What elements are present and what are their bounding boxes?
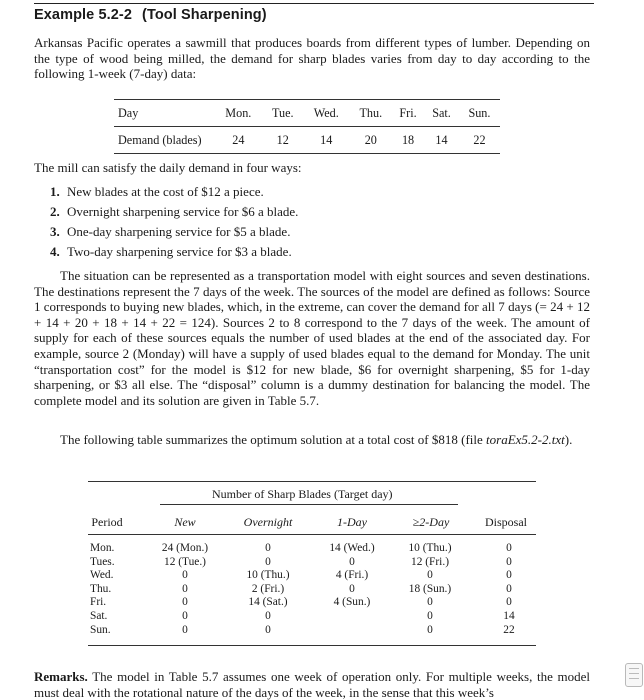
remarks-text: The model in Table 5.7 assumes one week of operation only. For multiple weeks, the model must deal with the rotational nature of the days of the week, in the sense that this week’s (34, 669, 591, 700)
remarks-label: Remarks. (34, 669, 88, 684)
period-cell: Thu. (90, 582, 112, 595)
solution-title-rule (160, 504, 458, 505)
demand-table (114, 99, 500, 154)
period-cell: Sun. (90, 623, 111, 636)
demand-value-cell: 22 (459, 127, 500, 154)
column-disposal (484, 542, 534, 637)
summary-paragraph (34, 432, 590, 448)
header-overnight: Overnight (243, 515, 293, 529)
one-day-cell (316, 624, 388, 638)
period-cell: Sat. (90, 609, 108, 622)
period-cell: Fri. (90, 596, 107, 609)
two-day-cell: 0 (427, 609, 433, 622)
demand-value-row (114, 127, 500, 154)
column-overnight (232, 542, 304, 637)
summary-file: toraEx5.2-2.txt (486, 432, 565, 447)
overnight-cell: 0 (265, 623, 271, 636)
demand-header-cell: Sun. (459, 100, 500, 127)
overnight-cell: 10 (Thu.) (246, 569, 290, 582)
overnight-cell: 2 (Fri.) (251, 582, 285, 595)
new-cell: 0 (182, 569, 188, 582)
list-number: 1. (50, 184, 60, 199)
list-item (50, 222, 298, 242)
example-name: (Tool Sharpening) (142, 7, 267, 23)
new-cell: 12 (Tue.) (164, 555, 206, 568)
period-cell: Wed. (90, 569, 114, 582)
summary-end: ). (564, 432, 573, 447)
demand-header-cell: Mon. (214, 100, 263, 127)
new-cell: 0 (182, 609, 188, 622)
disposal-cell: 0 (506, 596, 512, 609)
list-number: 4. (50, 244, 60, 259)
ways-list (50, 182, 298, 262)
list-number: 3. (50, 224, 60, 239)
header-new: New (174, 515, 196, 529)
demand-value-cell: 20 (350, 127, 392, 154)
two-day-cell: 12 (Fri.) (411, 555, 449, 568)
two-day-cell: 0 (427, 596, 433, 609)
example-heading (34, 7, 267, 23)
overnight-cell: 0 (265, 542, 271, 554)
body-paragraph: The situation can be represented as a transportation model with eight sources and seven destinations. The destinations represent the 7 days of the week. The sources of the model are defined as follows: Source 1 corresponds to buying new blades, which, in the extreme, can cover the demand for all 7 days (= 24 + 12 + 14 + 20 + 18 + 14 + 22 = 124). Sources 2 to 8 correspond to the 7 days of the week. The amount of supply for each of these sources equals the number of used blades at the end of the associated day. For example, source 2 (Monday) will have a supply of used blades equal to the demand for Monday. The unit “transportation cost” for the model is $12 for new blade, $6 for overnight sharpening, $5 for 1-day sharpening, or $3 all else. The “disposal” column is a dummy destination for balancing the model. The complete model and its solution are given in Table 5.7. (34, 268, 590, 408)
list-text: Two-day sharpening service for $3 a blade. (67, 244, 292, 259)
one-day-cell: 0 (349, 555, 355, 568)
period-cell: Mon. (90, 542, 115, 554)
overnight-cell: 0 (265, 609, 271, 622)
period-cell: Tues. (90, 555, 115, 568)
overnight-cell: 14 (Sat.) (248, 596, 288, 609)
solution-bottom-rule (88, 645, 536, 646)
list-text: New blades at the cost of $12 a piece. (67, 184, 264, 199)
column-new (150, 542, 220, 637)
list-text: Overnight sharpening service for $6 a blade. (67, 204, 299, 219)
demand-value-cell: Demand (blades) (114, 127, 214, 154)
one-day-cell (316, 610, 388, 624)
remarks-paragraph (34, 669, 590, 700)
demand-header-cell: Day (114, 100, 214, 127)
header-one-day: 1-Day (337, 515, 367, 529)
demand-value-cell: 12 (263, 127, 303, 154)
two-day-cell: 0 (427, 569, 433, 582)
list-item (50, 242, 298, 262)
list-item (50, 182, 298, 202)
solution-top-rule (88, 481, 536, 482)
disposal-cell: 0 (506, 582, 512, 595)
list-text: One-day sharpening service for $5 a blade. (67, 224, 291, 239)
header-disposal: Disposal (485, 515, 527, 529)
demand-header-cell: Thu. (350, 100, 392, 127)
column-two-day (392, 542, 468, 637)
list-number: 2. (50, 204, 60, 219)
top-rule (34, 3, 594, 4)
new-cell: 0 (182, 582, 188, 595)
new-cell: 24 (Mon.) (161, 542, 209, 554)
demand-value-cell: 14 (424, 127, 459, 154)
new-cell: 0 (182, 596, 188, 609)
demand-value-cell: 14 (303, 127, 350, 154)
list-item (50, 202, 298, 222)
one-day-cell: 4 (Sun.) (333, 596, 371, 609)
demand-header-cell: Tue. (263, 100, 303, 127)
column-one-day (316, 542, 388, 637)
one-day-cell: 0 (349, 582, 355, 595)
solution-group-title: Number of Sharp Blades (Target day) (212, 487, 393, 501)
demand-header-cell: Sat. (424, 100, 459, 127)
overnight-cell: 0 (265, 555, 271, 568)
page-panel-icon[interactable] (625, 663, 643, 687)
header-two-day: ≥2-Day (412, 515, 450, 529)
two-day-cell: 18 (Sun.) (408, 582, 452, 595)
summary-text: The following table summarizes the optimum solution at a total cost of $818 (file (60, 432, 483, 447)
ways-intro: The mill can satisfy the daily demand in four ways: (34, 160, 302, 175)
new-cell: 0 (182, 623, 188, 636)
intro-paragraph: Arkansas Pacific operates a sawmill that produces boards from different types of lumber. Depending on the type of wood being milled, the demand for sharp blades varies from day to day according to the following 1-week (7-day) data: (34, 35, 590, 82)
one-day-cell: 14 (Wed.) (329, 542, 375, 554)
demand-value-cell: 18 (392, 127, 424, 154)
disposal-cell: 0 (506, 569, 512, 582)
two-day-cell: 0 (427, 623, 433, 636)
disposal-cell: 14 (503, 609, 515, 622)
disposal-cell: 0 (506, 555, 512, 568)
two-day-cell: 10 (Thu.) (408, 542, 452, 554)
demand-value-cell: 24 (214, 127, 263, 154)
one-day-cell: 4 (Fri.) (335, 569, 369, 582)
column-period (90, 542, 124, 637)
demand-header-row (114, 100, 500, 127)
disposal-cell: 0 (506, 542, 512, 554)
demand-header-cell: Fri. (392, 100, 424, 127)
demand-header-cell: Wed. (303, 100, 350, 127)
header-period: Period (91, 515, 123, 529)
disposal-cell: 22 (503, 623, 515, 636)
example-number: Example 5.2-2 (34, 7, 133, 23)
solution-header-rule (88, 534, 536, 535)
